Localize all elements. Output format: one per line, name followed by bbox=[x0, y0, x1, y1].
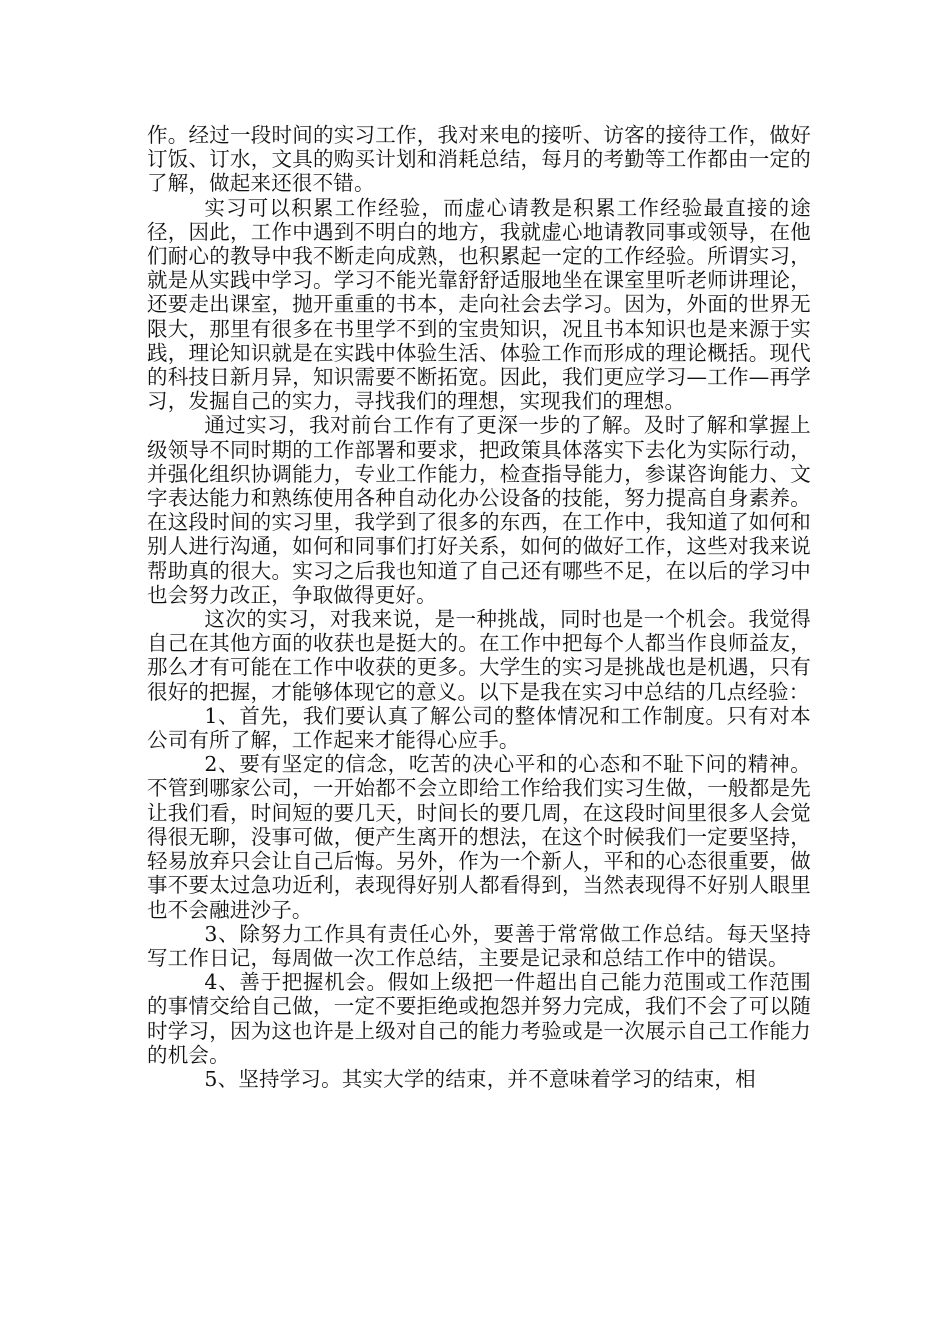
list-item-3: 3、除努力工作具有责任心外，要善于常常做工作总结。每天坚持写工作日记，每周做一次工作总结，主要是记录和总结工作中的错误。 bbox=[147, 921, 811, 970]
list-item-4: 4、善于把握机会。假如上级把一件超出自己能力范围或工作范围的事情交给自己做，一定不要拒绝或抱怨并努力完成，我们不会了可以随时学习，因为这也许是上级对自己的能力考验或是一次展示自己工作能力的机会。 bbox=[147, 970, 811, 1067]
list-item-1: 1、首先，我们要认真了解公司的整体情况和工作制度。只有对本公司有所了解，工作起来才能得心应手。 bbox=[147, 703, 811, 753]
paragraph-challenge: 这次的实习，对我来说，是一种挑战，同时也是一个机会。我觉得自己在其他方面的收获也是挺大的。在工作中把每个人都当作良师益友，那么才有可能在工作中收获的更多。大学生的实习是挑战也是机遇，只有很好的把握，才能够体现它的意义。以下是我在实习中总结的几点经验： bbox=[147, 607, 811, 704]
paragraph-front-desk: 通过实习，我对前台工作有了更深一步的了解。及时了解和掌握上级领导不同时期的工作部署和要求，把政策具体落实下去化为实际行动，并强化组织协调能力，专业工作能力，检查指导能力，参谋咨询能力、文字表达能力和熟练使用各种自动化办公设备的技能，努力提高自身素养。在这段时间的实习里，我学到了很多的东西，在工作中，我知道了如何和别人进行沟通，如何和同事们打好关系，如何的做好工作，这些对我来说帮助真的很大。实习之后我也知道了自己还有哪些不足，在以后的学习中也会努力改正，争取做得更好。 bbox=[147, 413, 811, 607]
paragraph-experience: 实习可以积累工作经验，而虚心请教是积累工作经验最直接的途径，因此，工作中遇到不明白的地方，我就虚心地请教同事或领导，在他们耐心的教导中我不断走向成熟，也积累起一定的工作经验。所谓实习，就是从实践中学习。学习不能光靠舒舒适服地坐在课室里听老师讲理论，还要走出课室，抛开重重的书本，走向社会去学习。因为，外面的世界无限大，那里有很多在书里学不到的宝贵知识，况且书本知识也是来源于实践，理论知识就是在实践中体验生活、体验工作而形成的理论概括。现代的科技日新月异，知识需要不断拓宽。因此，我们更应学习—工作—再学习，发掘自己的实力，寻找我们的理想，实现我们的理想。 bbox=[147, 195, 811, 414]
list-item-2: 2、要有坚定的信念，吃苦的决心平和的心态和不耻下问的精神。不管到哪家公司，一开始都不会立即给工作给我们实习生做，一般都是先让我们看，时间短的要几天，时间长的要几周，在这段时间里很多人会觉得很无聊，没事可做，便产生离开的想法，在这个时候我们一定要坚持，轻易放弃只会让自己后悔。另外，作为一个新人，平和的心态很重要，做事不要太过急功近利，表现得好别人都看得到，当然表现得不好别人眼里也不会融进沙子。 bbox=[147, 752, 811, 922]
paragraph-continuation: 作。经过一段时间的实习工作，我对来电的接听、访客的接待工作，做好订饭、订水，文具的购买计划和消耗总结，每月的考勤等工作都由一定的了解，做起来还很不错。 bbox=[147, 123, 811, 196]
document-body bbox=[147, 123, 811, 1091]
list-item-5: 5、坚持学习。其实大学的结束，并不意味着学习的结束，相 bbox=[204, 1066, 756, 1091]
